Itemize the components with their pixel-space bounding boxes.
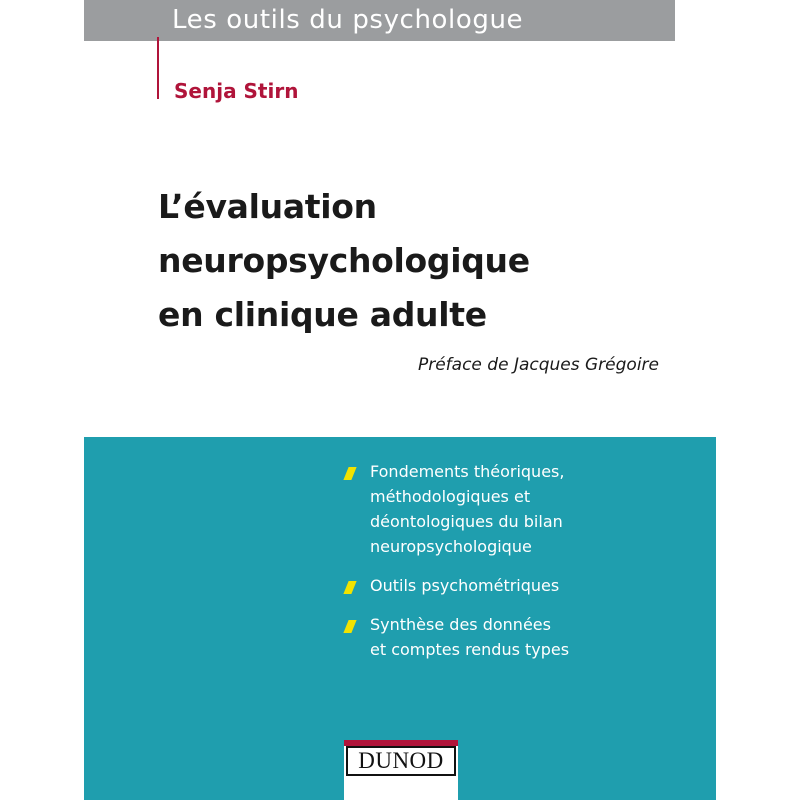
book-title [158, 180, 530, 342]
title-line: en clinique adulte [158, 295, 487, 334]
red-vertical-rule [157, 37, 159, 99]
list-item-line: et comptes rendus types [370, 640, 570, 659]
feature-list [346, 459, 569, 676]
logo-box [346, 746, 456, 776]
list-item-line: méthodologiques et [370, 487, 531, 506]
preface-credit: Préface de Jacques Grégoire [417, 355, 659, 375]
title-line: neuropsychologique [158, 241, 530, 280]
yellow-slash-icon [343, 581, 356, 594]
book-cover [84, 0, 716, 800]
list-item-line: Outils psychométriques [370, 576, 560, 595]
title-line: L’évaluation [158, 187, 377, 226]
yellow-slash-icon [343, 467, 356, 480]
series-banner [84, 0, 675, 41]
yellow-slash-icon [343, 620, 356, 633]
list-item-line: Synthèse des données [370, 615, 551, 634]
publisher-logo [344, 740, 458, 800]
publisher-name: DUNOD [358, 748, 444, 773]
series-title: Les outils du psychologue [172, 5, 524, 35]
list-item [346, 612, 569, 662]
list-item [346, 573, 569, 598]
list-item-line: déontologiques du bilan [370, 512, 563, 531]
author-name: Senja Stirn [174, 79, 299, 103]
list-item-line: neuropsychologique [370, 537, 532, 556]
list-item [346, 459, 569, 559]
list-item-line: Fondements théoriques, [370, 462, 565, 481]
